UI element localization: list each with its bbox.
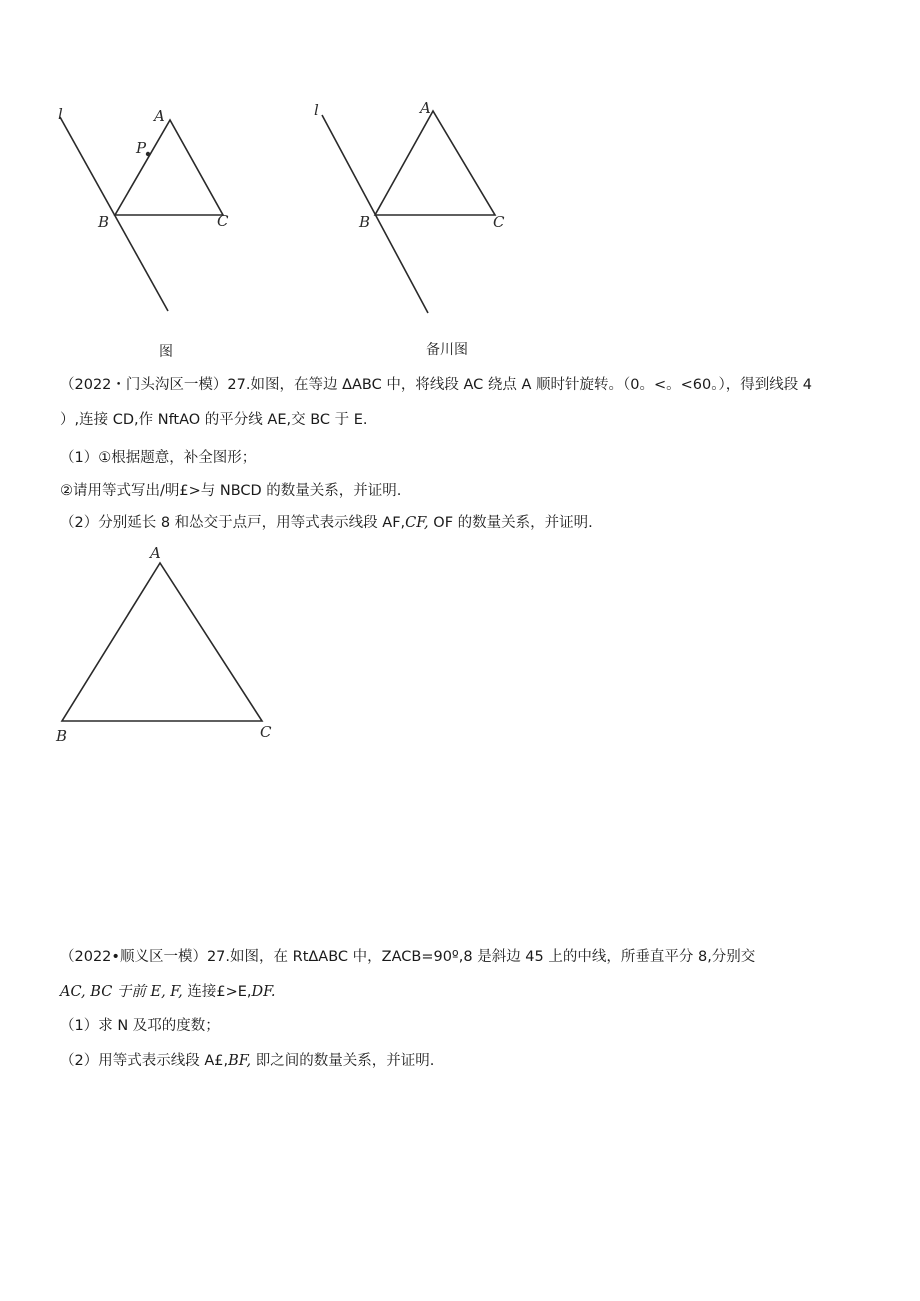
problem-1-line-2: ）,连接 CD,作 NftAO 的平分线 AE,交 BC 于 E. [60,412,368,428]
figure-2-caption: 备川图 [426,342,468,358]
triangle-abc [115,120,223,215]
line-2-text: 连接£>E, [182,984,252,1000]
point-p-dot [146,152,150,156]
label-b: B [359,213,371,231]
problem-2-line-1: （2022•顺义区一模）27.如图，在 RtΔABC 中，ZACB=90º,8 是斜边 45 上的中线，所垂直平分 8,分别交 [60,949,756,965]
part-2-text-a: （2）用等式表示线段 A£, [60,1053,229,1069]
figure-3 [50,540,290,750]
line-l [60,117,168,311]
label-c: C [260,723,272,741]
problem-1-line-1: （2022・门头沟区一模）27.如图，在等边 ΔABC 中，将线段 AC 绕点 A 顺时针旋转。（0。<。<60。），得到线段 4 [60,377,813,393]
label-c: C [493,213,505,231]
label-b: B [98,213,110,231]
part-2-italic: CF, [405,515,429,531]
label-a: A [154,107,165,125]
label-p: P [136,139,147,157]
figure-2 [300,95,520,325]
part-2-text-b: OF 的数量关系，并证明. [428,515,593,531]
triangle-abc [62,563,262,721]
part-2-text-b: 即之间的数量关系，并证明. [251,1053,435,1069]
label-c: C [217,212,229,230]
problem-2-part-1: （1）求 N 及邛的度数； [60,1018,220,1034]
problem-1-part-2 [60,513,593,533]
part-2-text-a: （2）分别延长 8 和怂交于点戸，用等式表示线段 AF, [60,515,406,531]
triangle-abc [375,111,495,215]
line-2-italic-2: DF. [251,984,276,1000]
problem-1-part-1b: ②请用等式写出/明£>与 NBCD 的数量关系，并证明. [60,483,402,499]
label-l: l [314,101,319,119]
problem-1-part-1a: （1）①根据题意，补全图形； [60,450,257,466]
label-b: B [56,727,68,745]
figure-1 [40,95,260,325]
problem-2-line-2 [60,982,276,1002]
figure-1-caption: 图 [159,344,173,360]
label-a: A [420,99,431,117]
problem-2-part-2 [60,1051,434,1071]
label-a: A [150,544,161,562]
label-l: l [58,105,63,123]
line-2-italic: AC, BC 于前 E, F, [60,984,183,1000]
part-2-italic: BF, [228,1053,252,1069]
